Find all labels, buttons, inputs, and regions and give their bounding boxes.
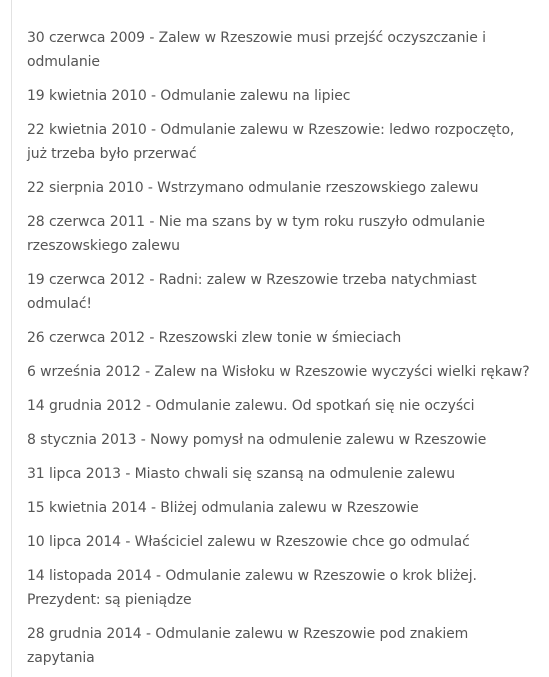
article-link[interactable]: 8 stycznia 2013 - Nowy pomysł na odmulenie zalewu w Rzeszowie bbox=[27, 432, 487, 448]
article-link[interactable]: 28 czerwca 2011 - Nie ma szans by w tym roku ruszyło odmulanie rzeszowskiego zalewu bbox=[27, 214, 485, 254]
article-link[interactable]: 26 czerwca 2012 - Rzeszowski zlew tonie w śmieciach bbox=[27, 330, 402, 346]
article-link[interactable]: 15 kwietnia 2014 - Bliżej odmulania zalewu w Rzeszowie bbox=[27, 500, 419, 516]
article-list-panel bbox=[11, 0, 549, 677]
article-link[interactable]: 31 lipca 2013 - Miasto chwali się szansą na odmulenie zalewu bbox=[27, 466, 456, 482]
article-link[interactable]: 19 kwietnia 2010 - Odmulanie zalewu na lipiec bbox=[27, 88, 351, 104]
article-link[interactable]: 30 czerwca 2009 - Zalew w Rzeszowie musi przejść oczyszczanie i odmulanie bbox=[27, 30, 486, 70]
article-link[interactable]: 6 września 2012 - Zalew na Wisłoku w Rzeszowie wyczyści wielki rękaw? bbox=[27, 364, 530, 380]
article-link[interactable]: 22 sierpnia 2010 - Wstrzymano odmulanie rzeszowskiego zalewu bbox=[27, 180, 479, 196]
article-link[interactable]: 14 grudnia 2012 - Odmulanie zalewu. Od spotkań się nie oczyści bbox=[27, 398, 475, 414]
article-link[interactable]: 14 listopada 2014 - Odmulanie zalewu w Rzeszowie o krok bliżej. Prezydent: są pieniądze bbox=[27, 568, 477, 608]
article-link[interactable]: 22 kwietnia 2010 - Odmulanie zalewu w Rzeszowie: ledwo rozpoczęto, już trzeba było przerwać bbox=[27, 122, 515, 162]
article-link[interactable]: 19 czerwca 2012 - Radni: zalew w Rzeszowie trzeba natychmiast odmulać! bbox=[27, 272, 477, 312]
article-link[interactable]: 28 grudnia 2014 - Odmulanie zalewu w Rzeszowie pod znakiem zapytania bbox=[27, 626, 469, 666]
article-link[interactable]: 10 lipca 2014 - Właściciel zalewu w Rzeszowie chce go odmulać bbox=[27, 534, 470, 550]
related-articles-list bbox=[12, 0, 549, 670]
